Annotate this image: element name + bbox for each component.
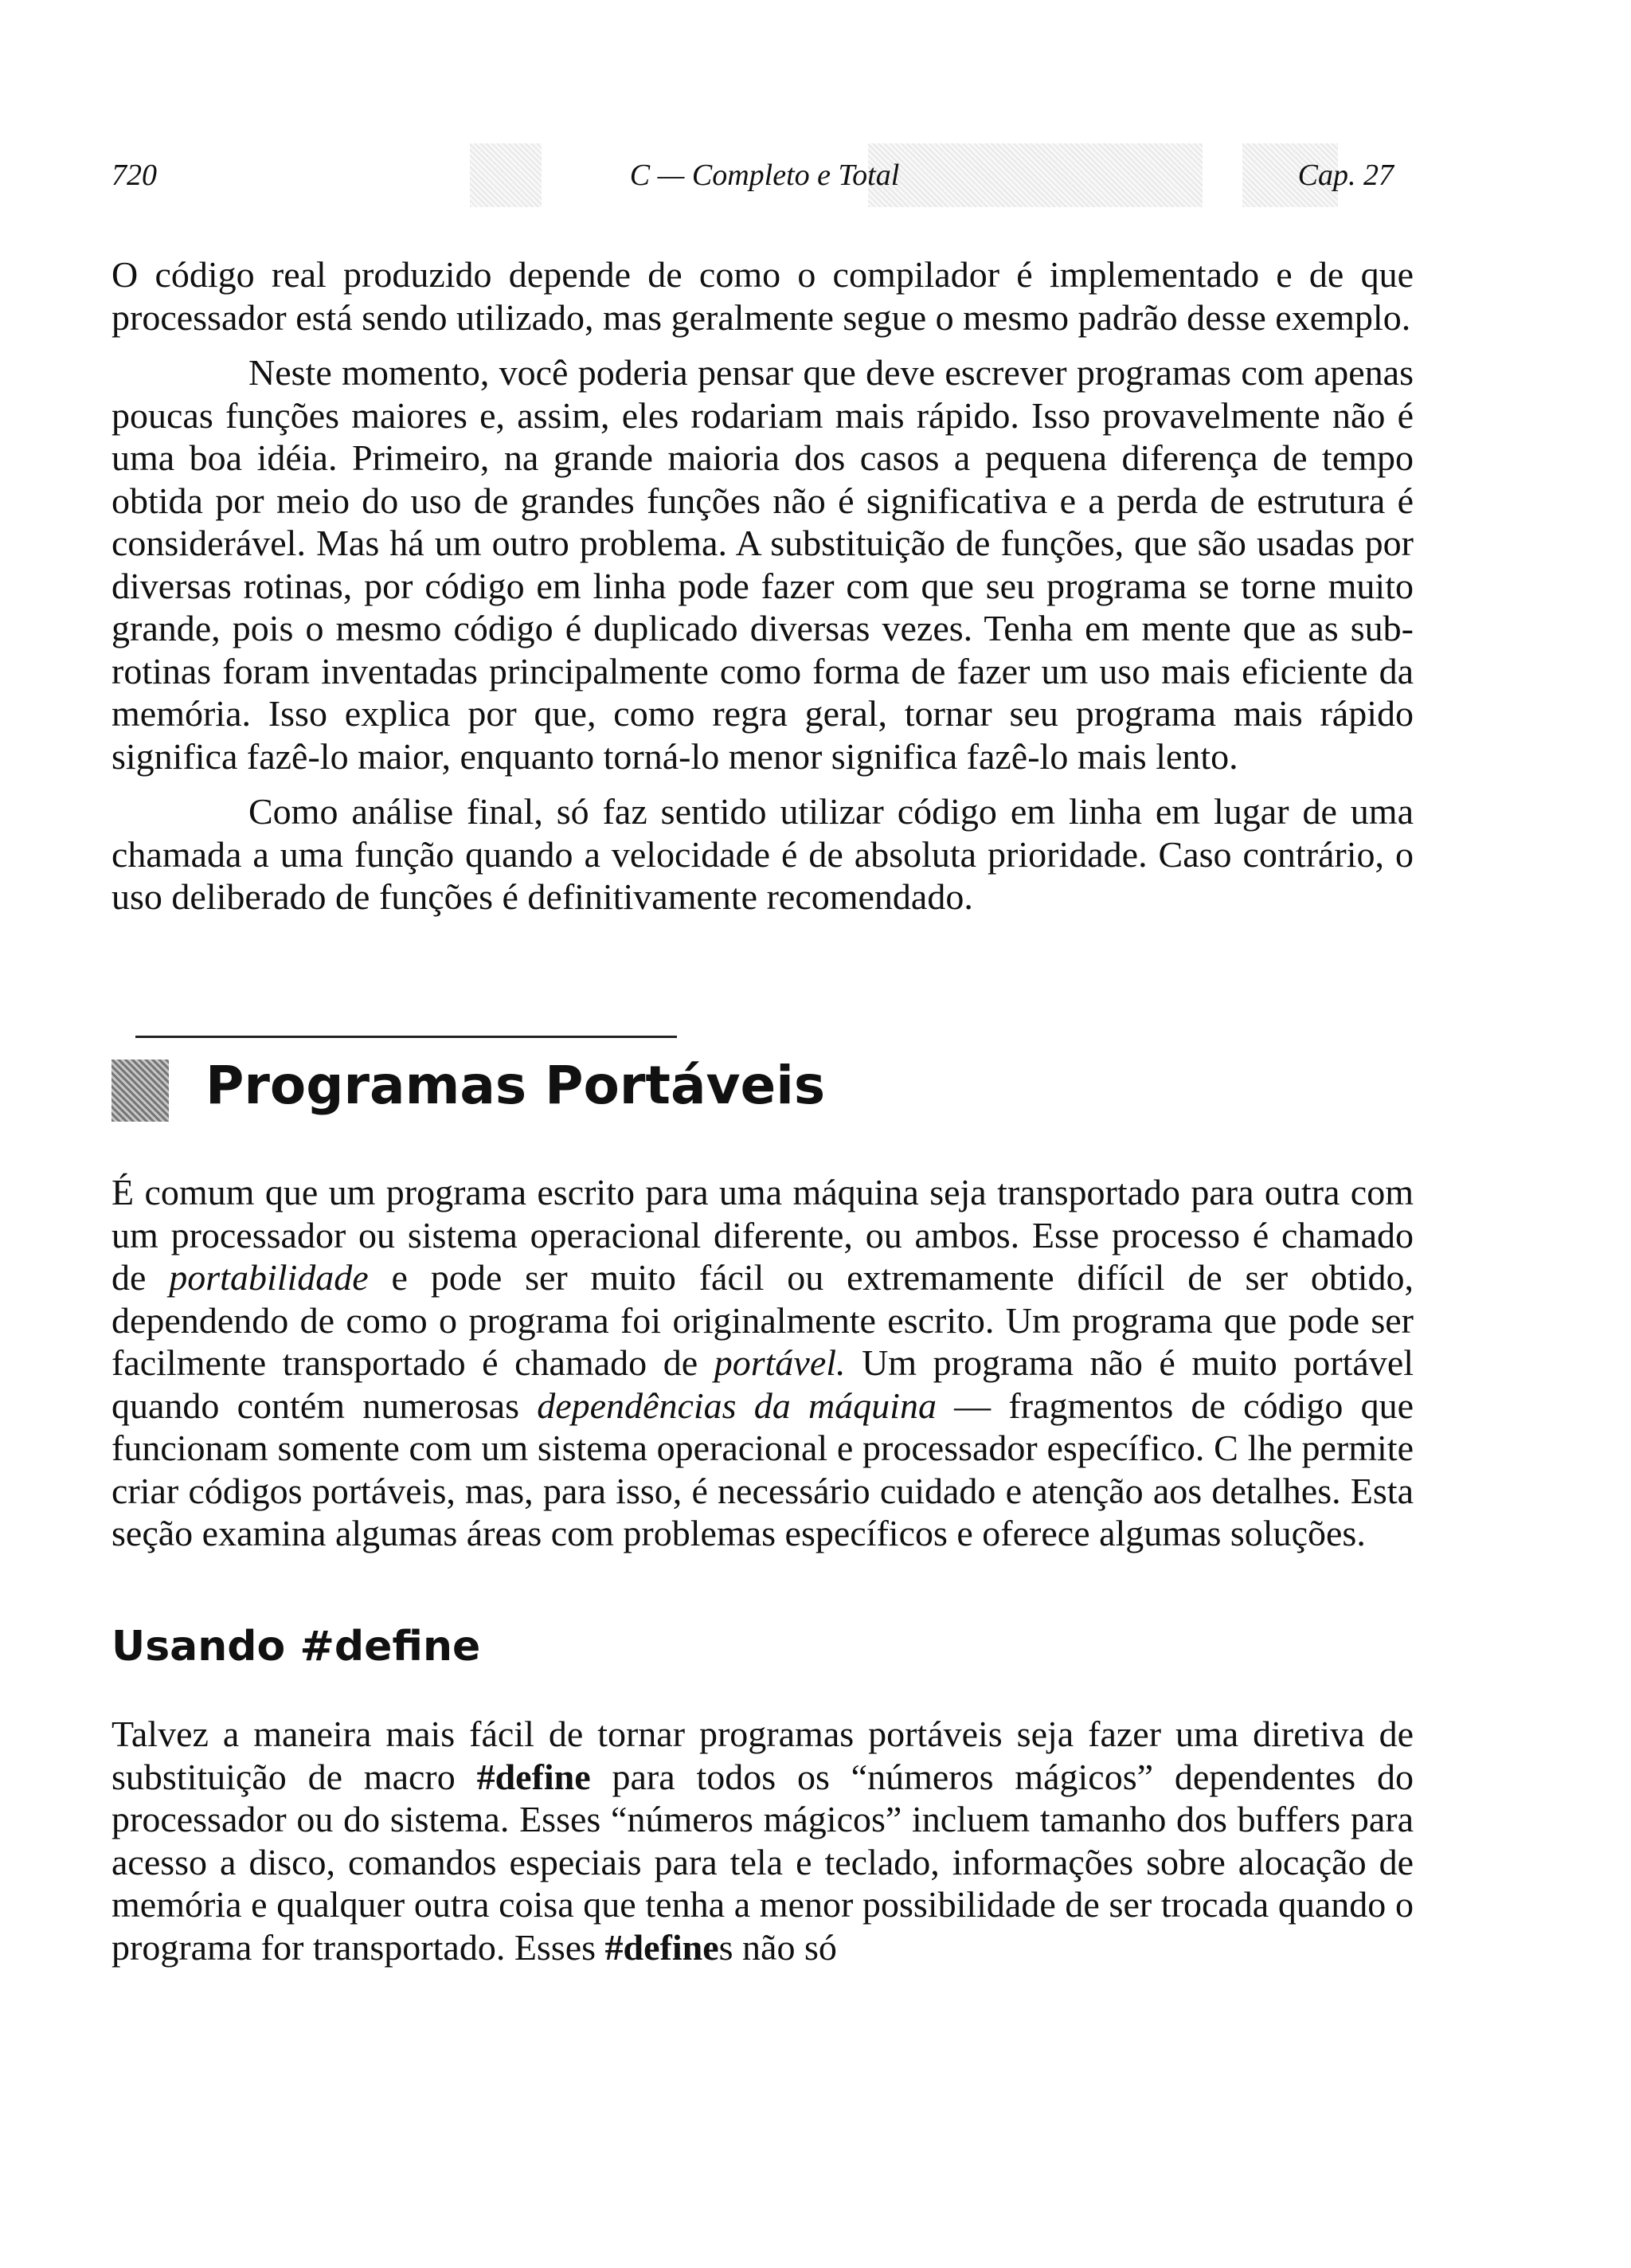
- running-header: [111, 158, 1394, 206]
- intro-text: [111, 253, 1414, 931]
- text-run: — fragmentos de código que funcionam somente com um sistema operacional e processador específico. C lhe permite criar códigos portáveis, mas, para isso, é necessário cuidado e atenção aos detalhes. Esta seção examina algumas áreas com problemas específicos e oferece algumas soluções.: [111, 1385, 1414, 1553]
- italic-term: portabilidade: [169, 1257, 369, 1298]
- heading-marker-icon: [111, 1060, 169, 1122]
- page-number: 720: [111, 159, 157, 192]
- paragraph: O código real produzido depende de como o compilador é implementado e de que processador está sendo utilizado, mas geralmente segue o mesmo padrão desse exemplo.: [111, 254, 1414, 338]
- bold-keyword: #define: [604, 1926, 719, 1968]
- section-title: Programas Portáveis: [205, 1055, 826, 1116]
- paragraph: [111, 1713, 1414, 1968]
- text-run: s não só: [718, 1926, 837, 1968]
- text-run: Talvez a maneira mais fácil de tornar programas portáveis seja fazer uma diretiva de substituição de macro: [111, 1714, 1414, 1797]
- subsection-title: Usando #define: [111, 1623, 481, 1671]
- text-run: e pode ser muito fácil ou extremamente difícil de ser obtido, dependendo de como o programa foi originalmente escrito. Um programa que pode ser facilmente transportado é chamado de: [111, 1257, 1414, 1383]
- text-run: para todos os “números mágicos” dependentes do processador ou do sistema. Esses “números mágicos” incluem tamanho dos buffers para acesso a disco, comandos especiais para tela e teclado, informações sobre alocação de memória e qualquer outra coisa que tenha a menor possibilidade de ser trocada quando o programa for transportado. Esses: [111, 1756, 1414, 1968]
- text-run: Um programa não é muito portável quando contém numerosas: [111, 1342, 1414, 1426]
- section-text: [111, 1171, 1414, 1568]
- paragraph: Neste momento, você poderia pensar que deve escrever programas com apenas poucas funções maiores e, assim, eles rodariam mais rápido. Isso provavelmente não é uma boa idéia. Primeiro, na grande maioria dos casos a pequena diferença de tempo obtida por meio do uso de grandes funções não é significativa e a perda de estrutura é considerável. Mas há um outro problema. A substituição de funções, que são usadas por diversas rotinas, por código em linha pode fazer com que seu programa se torne muito grande, pois o mesmo código é duplicado diversas vezes. Tenha em mente que as sub-rotinas foram inventadas principalmente como forma de fazer um uso mais eficiente da memória. Isso explica por que, como regra geral, tornar seu programa mais rápido significa fazê-lo maior, enquanto torná-lo menor significa fazê-lo mais lento.: [111, 352, 1414, 777]
- italic-term: portável.: [714, 1342, 846, 1383]
- paragraph: [111, 1171, 1414, 1555]
- italic-term: dependências da máquina: [537, 1385, 937, 1426]
- chapter-label: Cap. 27: [1297, 159, 1394, 192]
- text-run: É comum que um programa escrito para uma máquina seja transportado para outra com um processador ou sistema operacional diferente, ou ambos. Esse processo é chamado de: [111, 1172, 1414, 1298]
- subsection-text: [111, 1713, 1414, 1981]
- paragraph: Como análise final, só faz sentido utilizar código em linha em lugar de uma chamada a uma função quando a velocidade é de absoluta prioridade. Caso contrário, o uso deliberado de funções é definitivamente recomendado.: [111, 791, 1414, 917]
- heading-rule: [135, 1036, 677, 1038]
- section-heading: [111, 1036, 1418, 1139]
- bold-keyword: #define: [476, 1756, 591, 1797]
- book-title: C — Completo e Total: [629, 159, 900, 192]
